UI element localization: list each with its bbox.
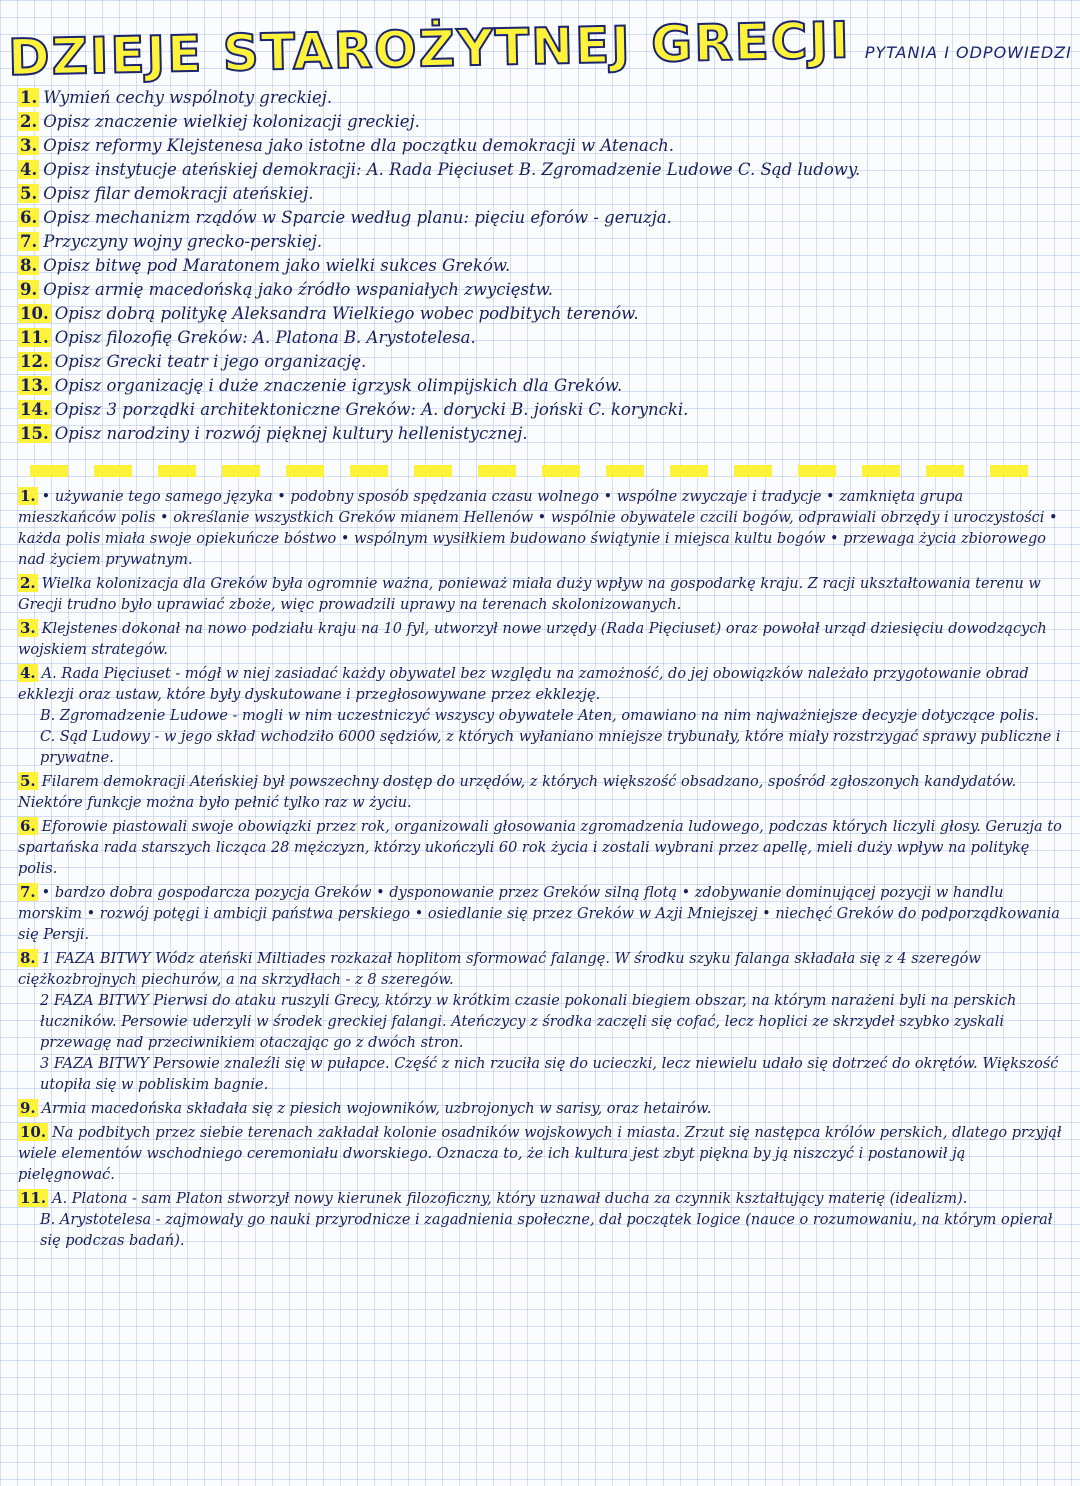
answer-subpoint: B. Arystotelesa - zajmowały go nauki przyrodnicze i zagadnienia społeczne, dał początek logice (nauce o rozumowaniu, na którym opierał się podczas badań).	[40, 1212, 1053, 1249]
question-item: 14. Opisz 3 porządki architektoniczne Greków: A. dorycki B. joński C. koryncki.	[20, 400, 689, 419]
answer-subpoint: 2 FAZA BITWY Pierwsi do ataku ruszyli Grecy, którzy w krótkim czasie pokonali biegiem obszar, na którym narażeni byli na perskich łuczników. Persowie uderzyli w środek greckiej falangi. Ateńczycy z środka zaczęli się cofać, lecz hoplici ze skrzydeł szybko zyskali przewagę nad przeciwnikiem otaczając go z dwóch stron.	[40, 993, 1017, 1051]
answer-item: 4. A. Rada Pięciuset - mógł w niej zasiadać każdy obywatel bez względu na zamożność, do jej obowiązków należało przygotowanie obrad ekklezji oraz ustaw, które były dyskutowane i przegłosowywane przez ekklezję. B. Zgromadzenie Ludowe - mogli w nim uczestniczyć wszyscy obywatele Aten, omawiano na nim najważniejsze decyzje dotyczące polis. C. Sąd Ludowy - w jego skład wchodziło 6000 sędziów, z których wyłaniano mniejsze trybunały, które miały rozstrzygać sprawy publiczne i prywatne.	[18, 663, 1062, 769]
question-item: 13. Opisz organizację i duże znaczenie igrzysk olimpijskich dla Greków.	[20, 376, 623, 395]
question-item: 12. Opisz Grecki teatr i jego organizację.	[20, 352, 367, 371]
question-item: 3. Opisz reformy Klejstenesa jako istotne dla początku demokracji w Atenach.	[20, 136, 674, 155]
answer-subpoint: 3 FAZA BITWY Persowie znaleźli się w pułapce. Część z nich rzuciła się do ucieczki, lecz niewielu udało się dotrzeć do okrętów. Większość utopiła się w pobliskim bagnie.	[40, 1056, 1059, 1093]
highlight-divider	[30, 465, 1050, 477]
question-item: 7. Przyczyny wojny grecko-perskiej.	[20, 232, 323, 251]
question-item: 5. Opisz filar demokracji ateńskiej.	[20, 184, 314, 203]
answer-item: 7. • bardzo dobra gospodarcza pozycja Greków • dysponowanie przez Greków silną flotą • zdobywanie dominującej pozycji w handlu morskim • rozwój potęgi i ambicji państwa perskiego • osiedlanie się przez Greków w Azji Mniejszej • niechęć Greków do podporządkowania się Persji.	[18, 883, 1060, 943]
question-item: 15. Opisz narodziny i rozwój pięknej kultury hellenistycznej.	[20, 424, 528, 443]
answer-item: 1. • używanie tego samego języka • podobny sposób spędzania czasu wolnego • wspólne zwyczaje i tradycje • zamknięta grupa mieszkańców polis • określanie wszystkich Greków mianem Hellenów • wspólnie obywatele czcili bogów, odprawiali obrzędy i uroczystości • każda polis miała swoje opiekuńcze bóstwo • wspólnym wysiłkiem budowano świątynie i miejsca kultu bogów • przewaga życia zbiorowego nad życiem prywatnym.	[18, 487, 1058, 568]
question-item: 2. Opisz znaczenie wielkiej kolonizacji greckiej.	[20, 112, 420, 131]
page-subtitle: PYTANIA I ODPOWIEDZI	[864, 43, 1072, 62]
answer-item: 6. Eforowie piastowali swoje obowiązki przez rok, organizowali głosowania zgromadzenia ludowego, podczas których liczyli głosy. Geruzja to spartańska rada starszych licząca 28 mężczyzn, którzy ukończyli 60 rok życia i zostali wybrani przez apellę, mieli duży wpływ na politykę polis.	[18, 817, 1062, 877]
answer-item: 11. A. Platona - sam Platon stworzył nowy kierunek filozoficzny, który uznawał ducha za czynnik kształtujący materię (idealizm). B. Arystotelesa - zajmowały go nauki przyrodnicze i zagadnienia społeczne, dał początek logice (nauce o rozumowaniu, na którym opierał się podczas badań).	[18, 1188, 1062, 1252]
answer-item: 10. Na podbitych przez siebie terenach zakładał kolonie osadników wojskowych i miasta. Zrzut się następca królów perskich, dlatego przyjął wiele elementów wschodniego ceremoniału dworskiego. Oznacza to, że ich kultura jest zbyt piękna by ją niszczyć i postanowił ją pielęgnować.	[18, 1123, 1062, 1183]
answer-subpoint: C. Sąd Ludowy - w jego skład wchodziło 6000 sędziów, z których wyłaniano mniejsze trybunały, które miały rozstrzygać sprawy publiczne i prywatne.	[40, 729, 1061, 766]
question-item: 11. Opisz filozofię Greków: A. Platona B. Arystotelesa.	[20, 328, 476, 347]
answer-item: 5. Filarem demokracji Ateńskiej był powszechny dostęp do urzędów, z których większość obsadzano, spośród zgłoszonych kandydatów. Niektóre funkcje można było pełnić tylko raz w życiu.	[18, 772, 1017, 811]
question-list	[18, 86, 1058, 446]
answer-item: 2. Wielka kolonizacja dla Greków była ogromnie ważna, ponieważ miała duży wpływ na gospodarkę kraju. Z racji ukształtowania terenu w Grecji trudno było uprawiać zboże, więc prowadzili uprawy na terenach skolonizowanych.	[18, 574, 1041, 613]
question-item: 4. Opisz instytucje ateńskiej demokracji: A. Rada Pięciuset B. Zgromadzenie Ludowe C. Sąd ludowy.	[20, 160, 861, 179]
page-title: DZIEJE STAROŻYTNEJ GRECJI	[7, 11, 852, 87]
header	[7, 8, 1072, 87]
question-item: 6. Opisz mechanizm rządów w Sparcie według planu: pięciu eforów - geruzja.	[20, 208, 672, 227]
question-item: 9. Opisz armię macedońską jako źródło wspaniałych zwycięstw.	[20, 280, 554, 299]
answer-subpoint: B. Zgromadzenie Ludowe - mogli w nim uczestniczyć wszyscy obywatele Aten, omawiano na nim najważniejsze decyzje dotyczące polis.	[40, 708, 1039, 724]
answer-item: 3. Klejstenes dokonał na nowo podziału kraju na 10 fyl, utworzył nowe urzędy (Rada Pięciuset) oraz powołał urząd dziesięciu dowodzących wojskiem strategów.	[18, 619, 1047, 658]
answer-item: 9. Armia macedońska składała się z piesich wojowników, uzbrojonych w sarisy, oraz hetairów.	[20, 1099, 712, 1117]
question-item: 1. Wymień cechy wspólnoty greckiej.	[20, 88, 333, 107]
question-item: 10. Opisz dobrą politykę Aleksandra Wielkiego wobec podbitych terenów.	[20, 304, 639, 323]
answer-list	[18, 486, 1062, 1254]
question-item: 8. Opisz bitwę pod Maratonem jako wielki sukces Greków.	[20, 256, 511, 275]
answer-item: 8. 1 FAZA BITWY Wódz ateński Miltiades rozkazał hoplitom sformować falangę. W środku szyku falanga składała się z 4 szeregów ciężkozbrojnych piechurów, a na skrzydłach - z 8 szeregów. 2 FAZA BITWY Pierwsi do ataku ruszyli Grecy, którzy w krótkim czasie pokonali biegiem obszar, na którym narażeni byli na perskich łuczników. Persowie uderzyli w środek greckiej falangi. Ateńczycy z środka zaczęli się cofać, lecz hoplici ze skrzydeł szybko zyskali przewagę nad przeciwnikiem otaczając go z dwóch stron. 3 FAZA BITWY Persowie znaleźli się w pułapce. Część z nich rzuciła się do ucieczki, lecz niewielu udało się dotrzeć do okrętów. Większość utopiła się w pobliskim bagnie.	[18, 948, 1062, 1096]
